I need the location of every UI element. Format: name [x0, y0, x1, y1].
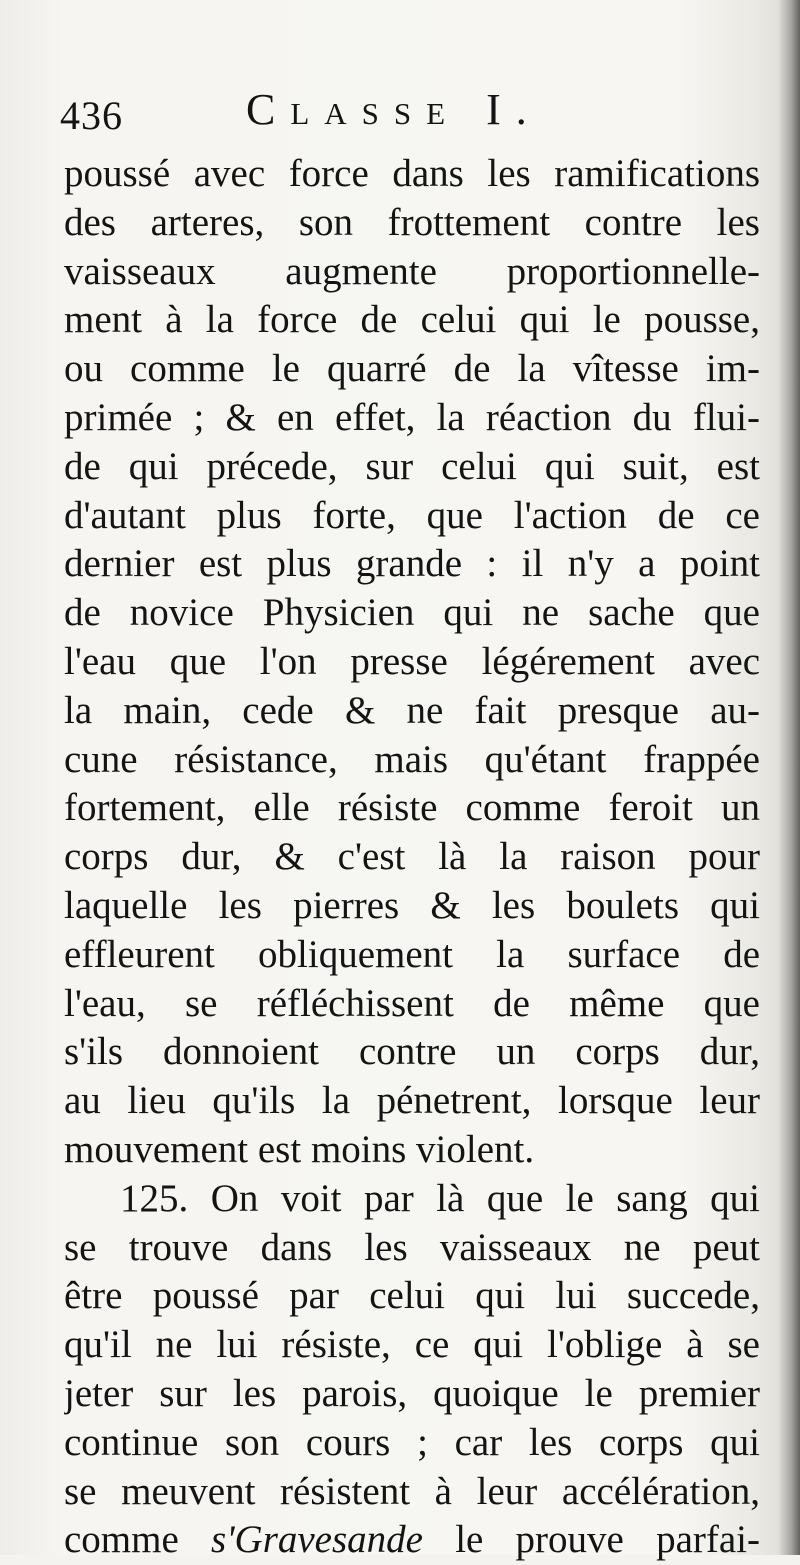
text-line: effleurent obliquement la surface de [64, 932, 760, 976]
text-line: mouvement est moins violent. [64, 1127, 535, 1171]
page-gutter-shadow [778, 0, 800, 1555]
text-line-last [64, 1516, 760, 1565]
text-line: cune résistance, mais qu'étant frappée [64, 737, 760, 781]
text-line: corps dur, & c'est là la raison pour [64, 835, 760, 879]
running-head [60, 78, 760, 138]
text-line: l'eau que l'on presse légérement avec [64, 639, 760, 683]
text-line: s'ils donnoient contre un corps dur, [64, 1030, 760, 1074]
text-line: jeter sur les parois, quoique le premier [64, 1371, 760, 1415]
page-number: 436 [60, 93, 123, 138]
text-line: la main, cede & ne fait presque au- [64, 688, 760, 732]
text-line: poussé avec force dans les ramifications [64, 152, 760, 195]
text-line: au lieu qu'ils la pénetrent, lorsque leur [64, 1079, 760, 1123]
text-line: 125. On voit par là que le sang qui [120, 1176, 760, 1220]
text-line: primée ; & en effet, la réaction du flui- [64, 395, 760, 439]
text-line: vaisseaux augmente proportionnelle- [64, 249, 760, 293]
chapter-heading: Classe I. [246, 85, 542, 134]
text-line: se trouve dans les vaisseaux ne peut [64, 1225, 760, 1269]
text-line: ment à la force de celui qui le pousse, [64, 298, 760, 342]
paragraph-1 [64, 150, 760, 1175]
text-line: dernier est plus grande : il n'y a point [64, 542, 760, 586]
text-line: d'autant plus forte, que l'action de ce [64, 493, 760, 537]
paragraph-2 [64, 1175, 760, 1565]
author-name: s'Gravesande [211, 1518, 423, 1562]
text-fragment: comme [64, 1518, 212, 1562]
text-line: de qui précede, sur celui qui suit, est [64, 444, 760, 488]
text-line: des arteres, son frottement contre les [64, 200, 760, 244]
text-line: laquelle les pierres & les boulets qui [64, 883, 760, 927]
text-line: l'eau, se réfléchissent de même que [64, 981, 760, 1025]
text-line: être poussé par celui qui lui succede, [64, 1274, 760, 1318]
text-line: ou comme le quarré de la vîtesse im- [64, 347, 760, 391]
text-fragment: le prouve parfai- [422, 1518, 760, 1562]
text-line: de novice Physicien qui ne sache que [64, 591, 760, 635]
body-text [64, 150, 760, 1565]
text-line: continue son cours ; car les corps qui [64, 1420, 760, 1464]
text-line: qu'il ne lui résiste, ce qui l'oblige à se [64, 1323, 760, 1367]
text-line: fortement, elle résiste comme feroit un [64, 786, 760, 830]
text-line: se meuvent résistent à leur accélération, [64, 1469, 760, 1513]
